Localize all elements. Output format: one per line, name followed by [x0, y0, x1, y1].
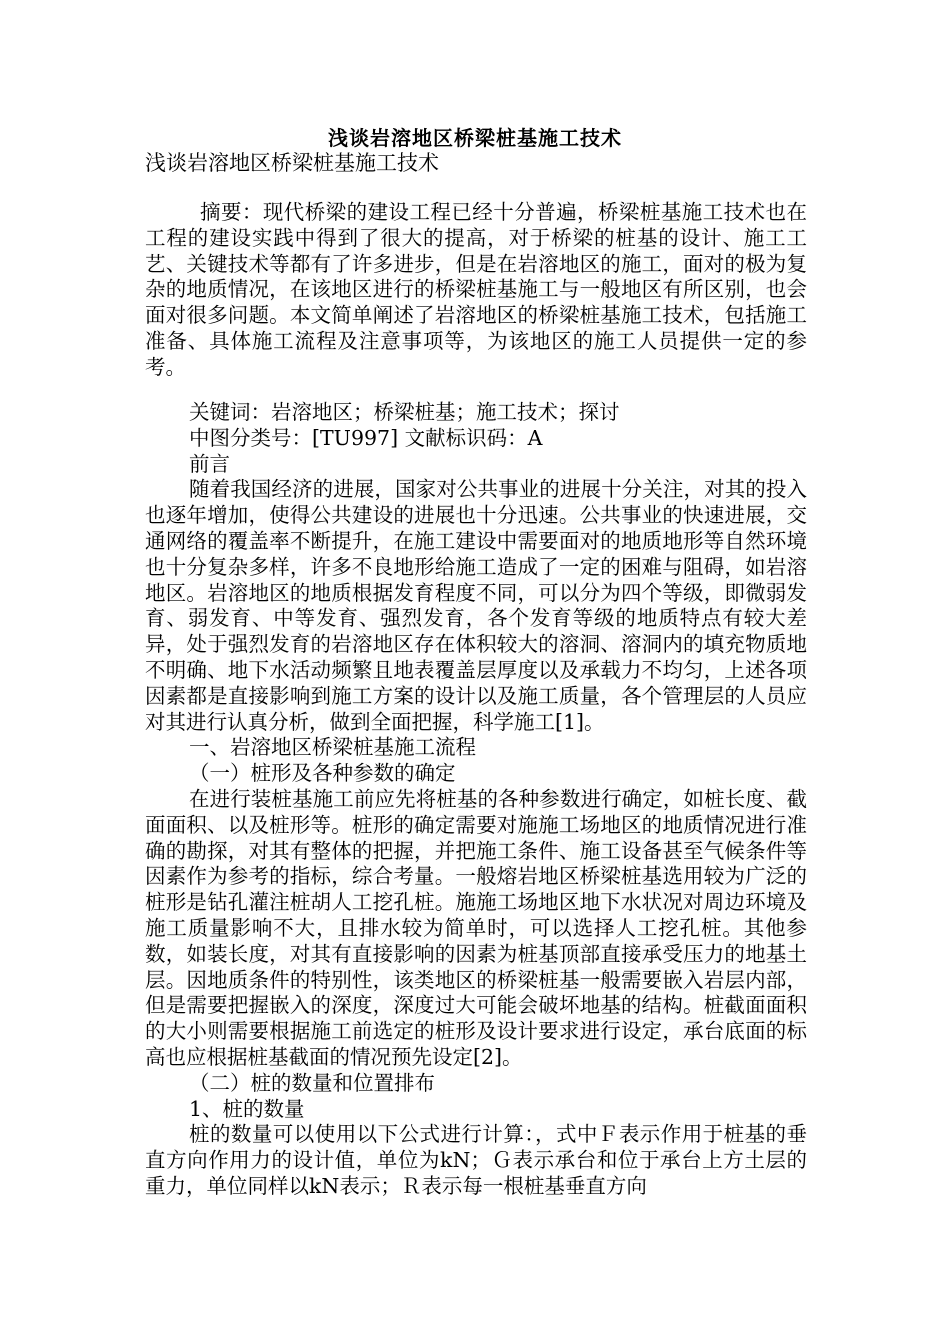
keywords-line: 关键词：岩溶地区；桥梁桩基；施工技术；探讨	[189, 400, 620, 424]
section-1-2-1-heading: 1、桩的数量	[189, 1096, 305, 1121]
abstract-paragraph	[145, 200, 807, 381]
document-subtitle: 浅谈岩溶地区桥梁桩基施工技术	[145, 151, 439, 175]
classification-line: 中图分类号：[TU997] 文献标识码：A	[189, 425, 543, 450]
foreword-heading: 前言	[189, 451, 230, 476]
document-body	[145, 400, 807, 1200]
document-title: 浅谈岩溶地区桥梁桩基施工技术	[328, 126, 622, 150]
section-1-1-heading: （一）桩形及各种参数的确定	[189, 761, 456, 786]
section-1-2-heading: （二）桩的数量和位置排布	[189, 1070, 435, 1095]
foreword-paragraph: 随着我国经济的进展，国家对公共事业的进展十分关注，对其的投入也逐年增加，使得公共建设的进展也十分迅速。公共事业的快速进展，交通网络的覆盖率不断提升，在施工建设中需要面对的地质地形等自然环境也十分复杂多样，许多不良地形给施工造成了一定的困难与阻碍，如岩溶地区。岩溶地区的地质根据发育程度不同，可以分为四个等级，即微弱发育、弱发育、中等发育、强烈发育，各个发育等级的地质特点有较大差异，处于强烈发育的岩溶地区存在体积较大的溶洞、溶洞内的填充物质地不明确、地下水活动频繁且地表覆盖层厚度以及承载力不均匀，上述各项因素都是直接影响到施工方案的设计以及施工质量，各个管理层的人员应对其进行认真分析，做到全面把握，科学施工[1]。	[145, 477, 807, 734]
abstract-text: 摘要：现代桥梁的建设工程已经十分普遍，桥梁桩基施工技术也在工程的建设实践中得到了很大的提高，对于桥梁的桩基的设计、施工工艺、关键技术等都有了许多进步，但是在岩溶地区的施工，面对的极为复杂的地质情况，在该地区进行的桥梁桩基施工与一般地区有所区别，也会面对很多问题。本文简单阐述了岩溶地区的桥梁桩基施工技术，包括施工准备、具体施工流程及注意事项等，为该地区的施工人员提供一定的参考。	[145, 200, 807, 379]
section-1-heading: 一、岩溶地区桥梁桩基施工流程	[189, 735, 476, 760]
section-1-1-paragraph: 在进行装桩基施工前应先将桩基的各种参数进行确定，如桩长度、截面面积、以及桩形等。桩形的确定需要对施施工场地区的地质情况进行准确的勘探，对其有整体的把握，并把施工条件、施工设备甚至气候条件等因素作为参考的指标，综合考量。一般熔岩地区桥梁桩基选用较为广泛的桩形是钻孔灌注桩胡人工挖孔桩。施施工场地区地下水状况对周边环境及施工质量影响不大，且排水较为简单时，可以选择人工挖孔桩。其他参数，如装长度，对其有直接影响的因素为桩基顶部直接承受压力的地基土层。因地质条件的特别性，该类地区的桥梁桩基一般需要嵌入岩层内部，但是需要把握嵌入的深度，深度过大可能会破坏地基的结构。桩截面面积的大小则需要根据施工前选定的桩形及设计要求进行设定，承台底面的标高也应根据桩基截面的情况预先设定[2]。	[145, 786, 807, 1069]
section-1-2-1-paragraph: 桩的数量可以使用以下公式进行计算：，式中Ｆ表示作用于桩基的垂直方向作用力的设计值，单位为kN；Ｇ表示承台和位于承台上方土层的重力，单位同样以kN表示；Ｒ表示每一根桩基垂直方向	[145, 1122, 807, 1198]
